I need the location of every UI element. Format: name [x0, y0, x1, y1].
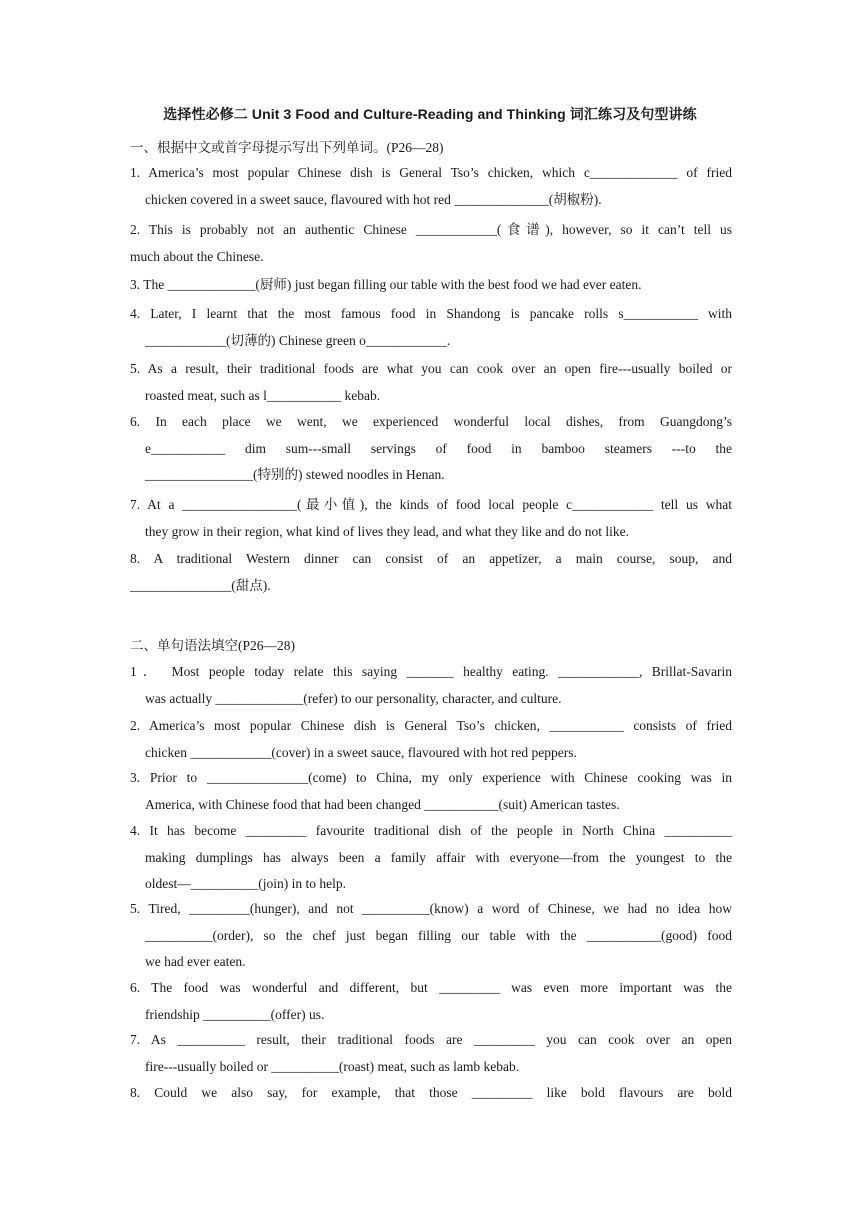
- s2-item-6-line-1: 6. The food was wonderful and different, but _________ was even more important was the: [130, 980, 732, 995]
- s2-item-1: [130, 659, 732, 712]
- s2-item-3: [130, 765, 732, 818]
- s2-item-5-line-3: we had ever eaten.: [145, 954, 246, 969]
- s1-item-6-line-1: 6. In each place we went, we experienced wonderful local dishes, from Guangdong’s: [130, 414, 732, 429]
- s1-item-1-line-2: chicken covered in a sweet sauce, flavoured with hot red ______________(胡椒粉).: [145, 191, 602, 207]
- s2-item-5-line-2: __________(order), so the chef just began filling our table with the ___________(good) food: [145, 927, 732, 943]
- s1-item-7: [130, 492, 732, 545]
- s1-item-5-line-2: roasted meat, such as l___________ kebab.: [145, 387, 381, 403]
- s1-item-4: [130, 301, 732, 354]
- s2-item-2: [130, 713, 732, 766]
- s2-item-6: [130, 975, 732, 1028]
- s2-item-5-line-1: 5. Tired, _________(hunger), and not __________(know) a word of Chinese, we had no idea how: [130, 901, 732, 916]
- s2-item-6-line-2: friendship __________(offer) us.: [145, 1006, 325, 1022]
- s1-item-6-line-3: ________________(特别的) stewed noodles in Henan.: [145, 467, 445, 482]
- s1-item-2-line-1: 2. This is probably not an authentic Chinese ____________(食谱), however, so it can’t tell us: [130, 222, 732, 237]
- s1-item-1: [130, 160, 732, 213]
- s2-item-4-line-1: 4. It has become _________ favourite traditional dish of the people in North China __________: [130, 823, 732, 838]
- s1-item-5-line-1: 5. As a result, their traditional foods are what you can cook over an open fire---usually boiled or: [130, 361, 732, 376]
- s2-item-2-line-2: chicken ____________(cover) in a sweet sauce, flavoured with hot red peppers.: [145, 744, 577, 760]
- s2-item-1-line-1: 1． Most people today relate this saying _______ healthy eating. ____________, Brillat-Savarin: [130, 664, 732, 679]
- s2-item-3-line-1: 3. Prior to _______________(come) to China, my only experience with Chinese cooking was in: [130, 770, 732, 785]
- s1-item-2-line-2: much about the Chinese.: [130, 248, 264, 264]
- s2-item-1-line-2: was actually _____________(refer) to our personality, character, and culture.: [145, 690, 562, 706]
- s1-item-2: [130, 217, 732, 270]
- document-title: 选择性必修二 Unit 3 Food and Culture-Reading and Thinking 词汇练习及句型讲练: [163, 106, 697, 122]
- s1-item-8-line-1: 8. A traditional Western dinner can consist of an appetizer, a main course, soup, and: [130, 551, 732, 566]
- s2-item-4: [130, 818, 732, 898]
- s1-item-4-line-2: ____________(切薄的) Chinese green o____________.: [145, 332, 451, 348]
- s1-item-4-line-1: 4. Later, I learnt that the most famous food in Shandong is pancake rolls s___________ with: [130, 306, 732, 321]
- s1-item-1-line-1: 1. America’s most popular Chinese dish is General Tso’s chicken, which c_____________ of fried: [130, 165, 732, 180]
- section-1-heading: 一、根据中文或首字母提示写出下列单词。(P26—28): [130, 140, 444, 155]
- s2-item-2-line-1: 2. America’s most popular Chinese dish is General Tso’s chicken, ___________ consists of fried: [130, 718, 732, 733]
- s1-item-7-line-2: they grow in their region, what kind of lives they lead, and what they like and do not like.: [145, 523, 630, 539]
- s1-item-8-line-2: _______________(甜点).: [130, 577, 271, 593]
- s2-item-3-line-2: America, with Chinese food that had been changed ___________(suit) American tastes.: [145, 796, 620, 812]
- s2-item-7-line-1: 7. As __________ result, their traditional foods are _________ you can cook over an open: [130, 1032, 732, 1047]
- s2-item-5: [130, 896, 732, 976]
- s2-item-4-line-3: oldest—__________(join) in to help.: [145, 876, 346, 891]
- s1-item-6-line-2: e___________ dim sum---small servings of food in bamboo steamers ---to the: [145, 440, 732, 456]
- s1-item-6: [130, 409, 732, 489]
- s1-item-7-line-1: 7. At a _________________(最小值), the kinds of food local people c____________ tell us what: [130, 497, 732, 512]
- s1-item-5: [130, 356, 732, 409]
- s2-item-7: [130, 1027, 732, 1080]
- section-2-heading: 二、单句语法填空(P26—28): [130, 638, 295, 653]
- s2-item-4-line-2: making dumplings has always been a family affair with everyone—from the youngest to the: [145, 849, 732, 865]
- s2-item-8-line-1: 8. Could we also say, for example, that those _________ like bold flavours are bold: [130, 1085, 732, 1100]
- s2-item-7-line-2: fire---usually boiled or __________(roast) meat, such as lamb kebab.: [145, 1058, 520, 1074]
- s2-item-8: [130, 1080, 732, 1107]
- s1-item-3-line-1: 3. The _____________(厨师) just began filling our table with the best food we had ever eaten.: [130, 277, 642, 292]
- s1-item-8: [130, 546, 732, 599]
- s1-item-3: [130, 272, 732, 299]
